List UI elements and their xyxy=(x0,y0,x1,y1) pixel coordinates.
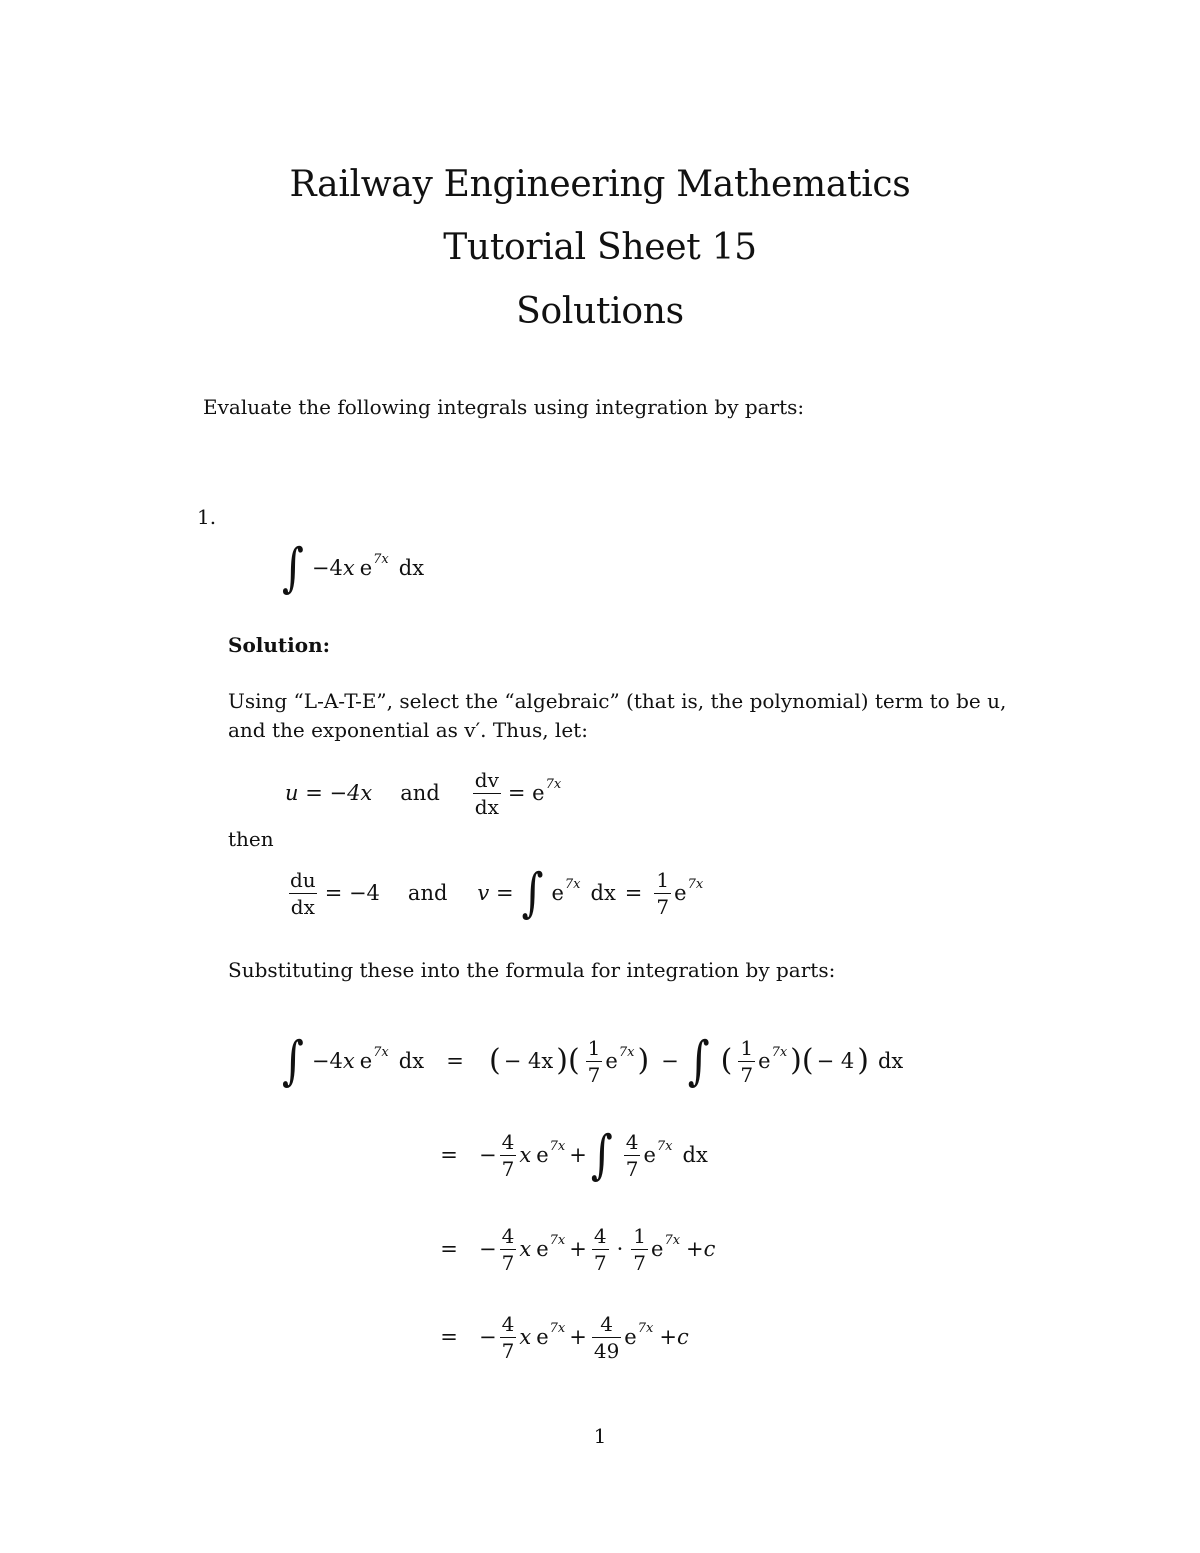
document-title: Railway Engineering Mathematics xyxy=(289,164,911,205)
equation-line-2: = − $\frac{4}{7}$ x e $^{7x}$ + ∫ $\frac{4}{7}$ e $^{7x}$ dx xyxy=(440,1123,708,1185)
fraction-dv-dx: $\frac{dv}{dx}$ xyxy=(474,767,499,819)
solution-para-line1: Using “L-A-T-E”, select the “algebraic” (that is, the polynomial) term to be u, xyxy=(228,689,1007,713)
integral-sign: ∫ xyxy=(282,536,304,598)
integral-sign: ∫ xyxy=(687,1029,710,1091)
problem-integral: ∫ −4 x e $^{7x}$ dx xyxy=(282,536,425,598)
integral-sign: ∫ xyxy=(282,1029,304,1091)
solution-heading: Solution: xyxy=(228,633,331,657)
problem-number: 1. xyxy=(197,505,217,529)
equation-u-dv: u = −4x and $\frac{dv}{dx}$ = e $^{7x}$ xyxy=(285,767,562,819)
equation-line-3: = − $\frac{4}{7}$ x e $^{7x}$ + $\frac{4}{7}$ · $\frac{1}{7}$ e $^{7x}$ +c xyxy=(440,1223,716,1275)
page-number: 1 xyxy=(593,1424,607,1448)
equation-du-v: $\frac{du}{dx}$ = −4 and v = ∫ e $^{7x}$ dx = $\frac{1}{7}$ e $^{7x}$ xyxy=(290,861,704,923)
equation-line-4: = − $\frac{4}{7}$ x e $^{7x}$ + $\frac{4}{49}$ e $^{7x}$ +c xyxy=(440,1311,689,1363)
document-subtitle-solutions: Solutions xyxy=(516,291,684,332)
equation-line-1: ∫ −4 x e $^{7x}$ dx = ( − 4x )( $\frac{1}{7}$ e $^{7x}$ ) − ∫ ( $\frac{1}{7}$ e $^{7x}$ )( − 4 ) dx xyxy=(282,1029,904,1091)
document-subtitle: Tutorial Sheet 15 xyxy=(443,227,757,268)
substitution-text: Substituting these into the formula for integration by parts: xyxy=(228,958,836,982)
integral-sign: ∫ xyxy=(521,861,544,923)
solution-para-line2: and the exponential as v′. Thus, let: xyxy=(228,718,588,742)
instructions-text: Evaluate the following integrals using integration by parts: xyxy=(203,395,805,419)
integral-sign: ∫ xyxy=(590,1123,613,1185)
fraction-du-dx: $\frac{du}{dx}$ xyxy=(290,867,316,919)
then-text: then xyxy=(228,827,274,851)
